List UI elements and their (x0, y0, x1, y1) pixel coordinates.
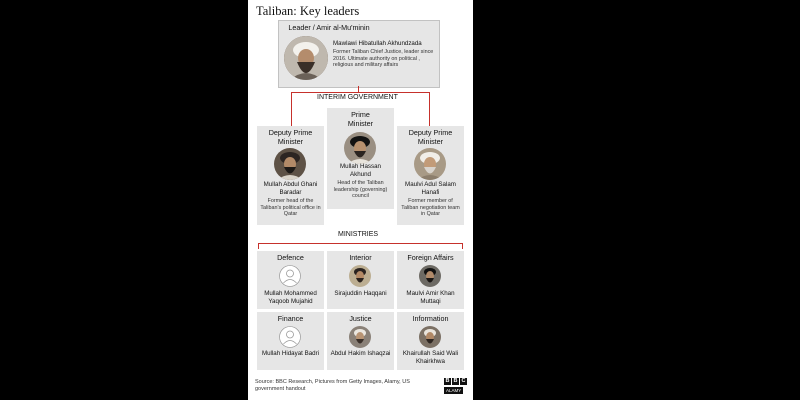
ministry-box-justice (327, 312, 394, 370)
ministry-role-finance: Finance (277, 314, 304, 323)
ministry-box-information (397, 312, 464, 370)
ministry-box-foreign-affairs (397, 251, 464, 309)
bbc-logo (444, 378, 467, 385)
bbc-logo-letter: C (461, 378, 466, 384)
ministry-name-information: Khairullah Said Wali Khairkhwa (402, 350, 459, 365)
ministry-portrait-defence (279, 265, 301, 287)
ministry-role-foreign-affairs: Foreign Affairs (407, 253, 454, 262)
interim-government-label: INTERIM GOVERNMENT (317, 94, 398, 101)
leader-role: Leader / Amir al-Mu'minin (288, 23, 370, 32)
leader-portrait (284, 36, 328, 80)
ministry-name-finance: Mullah Hidayat Badri (261, 350, 320, 357)
ministry-role-defence: Defence (277, 253, 304, 262)
infographic-panel (248, 0, 473, 400)
ministries-right-drop (462, 243, 463, 249)
deputy-portrait-2 (414, 148, 446, 180)
leader-desc: Former Taliban Chief Justice, leader since 2016. Ultimate authority on political , religious and military affairs (333, 49, 434, 69)
ministry-name-interior: Sirajuddin Haqqani (334, 290, 387, 297)
leader-name: Mawlawi Hibatullah Akhundzada (333, 40, 422, 47)
deputy-role-1: Deputy Prime Minister (268, 128, 313, 146)
ministry-box-interior (327, 251, 394, 309)
deputy-desc-2: Former member of Taliban negotiation team in Qatar (401, 198, 460, 218)
deputy-name-1: Mullah Abdul Ghani Baradar (263, 181, 318, 196)
pm-portrait (344, 132, 376, 164)
deputy-portrait-1 (274, 148, 306, 180)
ministry-role-interior: Interior (349, 253, 372, 262)
prime-minister-box (327, 108, 394, 209)
ministries-left-drop (258, 243, 259, 249)
deputy-pm-box-1 (257, 126, 324, 225)
ministries-bracket (258, 243, 463, 244)
source-note: Source: BBC Research, Pictures from Getty Images, Alamy, US government handout (255, 379, 410, 392)
deputy-role-2: Deputy Prime Minister (408, 128, 453, 146)
ministry-portrait-information (419, 326, 441, 348)
deputy-name-2: Maulvi Adul Salam Hanafi (405, 181, 456, 196)
alamy-watermark: ALAMY (446, 388, 462, 393)
pm-role: Prime Minister (347, 110, 374, 128)
ministry-portrait-interior (349, 265, 371, 287)
ministry-role-information: Information (412, 314, 449, 323)
ministry-portrait-foreign-affairs (419, 265, 441, 287)
pm-name: Mullah Hassan Akhund (340, 163, 381, 178)
ministry-box-defence (257, 251, 324, 309)
ministry-name-justice: Abdul Hakim Ishaqzai (330, 350, 391, 357)
ministry-name-defence: Mullah Mohammed Yaqoob Mujahid (264, 290, 317, 305)
infographic-title: Taliban: Key leaders (256, 4, 360, 18)
interim-right-drop (429, 92, 430, 126)
leader-box (278, 20, 440, 88)
ministry-portrait-justice (349, 326, 371, 348)
interim-left-drop (291, 92, 292, 126)
pm-desc: Head of the Taliban leadership (governing) council (333, 180, 388, 200)
deputy-pm-box-2 (397, 126, 464, 225)
interim-bracket (291, 92, 430, 93)
bbc-logo-letter: B (445, 378, 450, 384)
ministry-portrait-finance (279, 326, 301, 348)
ministries-label: MINISTRIES (338, 231, 379, 238)
ministry-name-foreign-affairs: Maulvi Amir Khan Muttaqi (406, 290, 455, 305)
bbc-logo-letter: B (453, 378, 458, 384)
deputy-desc-1: Former head of the Taliban's political office in Qatar (260, 198, 321, 218)
ministry-role-justice: Justice (349, 314, 372, 323)
ministry-box-finance (257, 312, 324, 370)
